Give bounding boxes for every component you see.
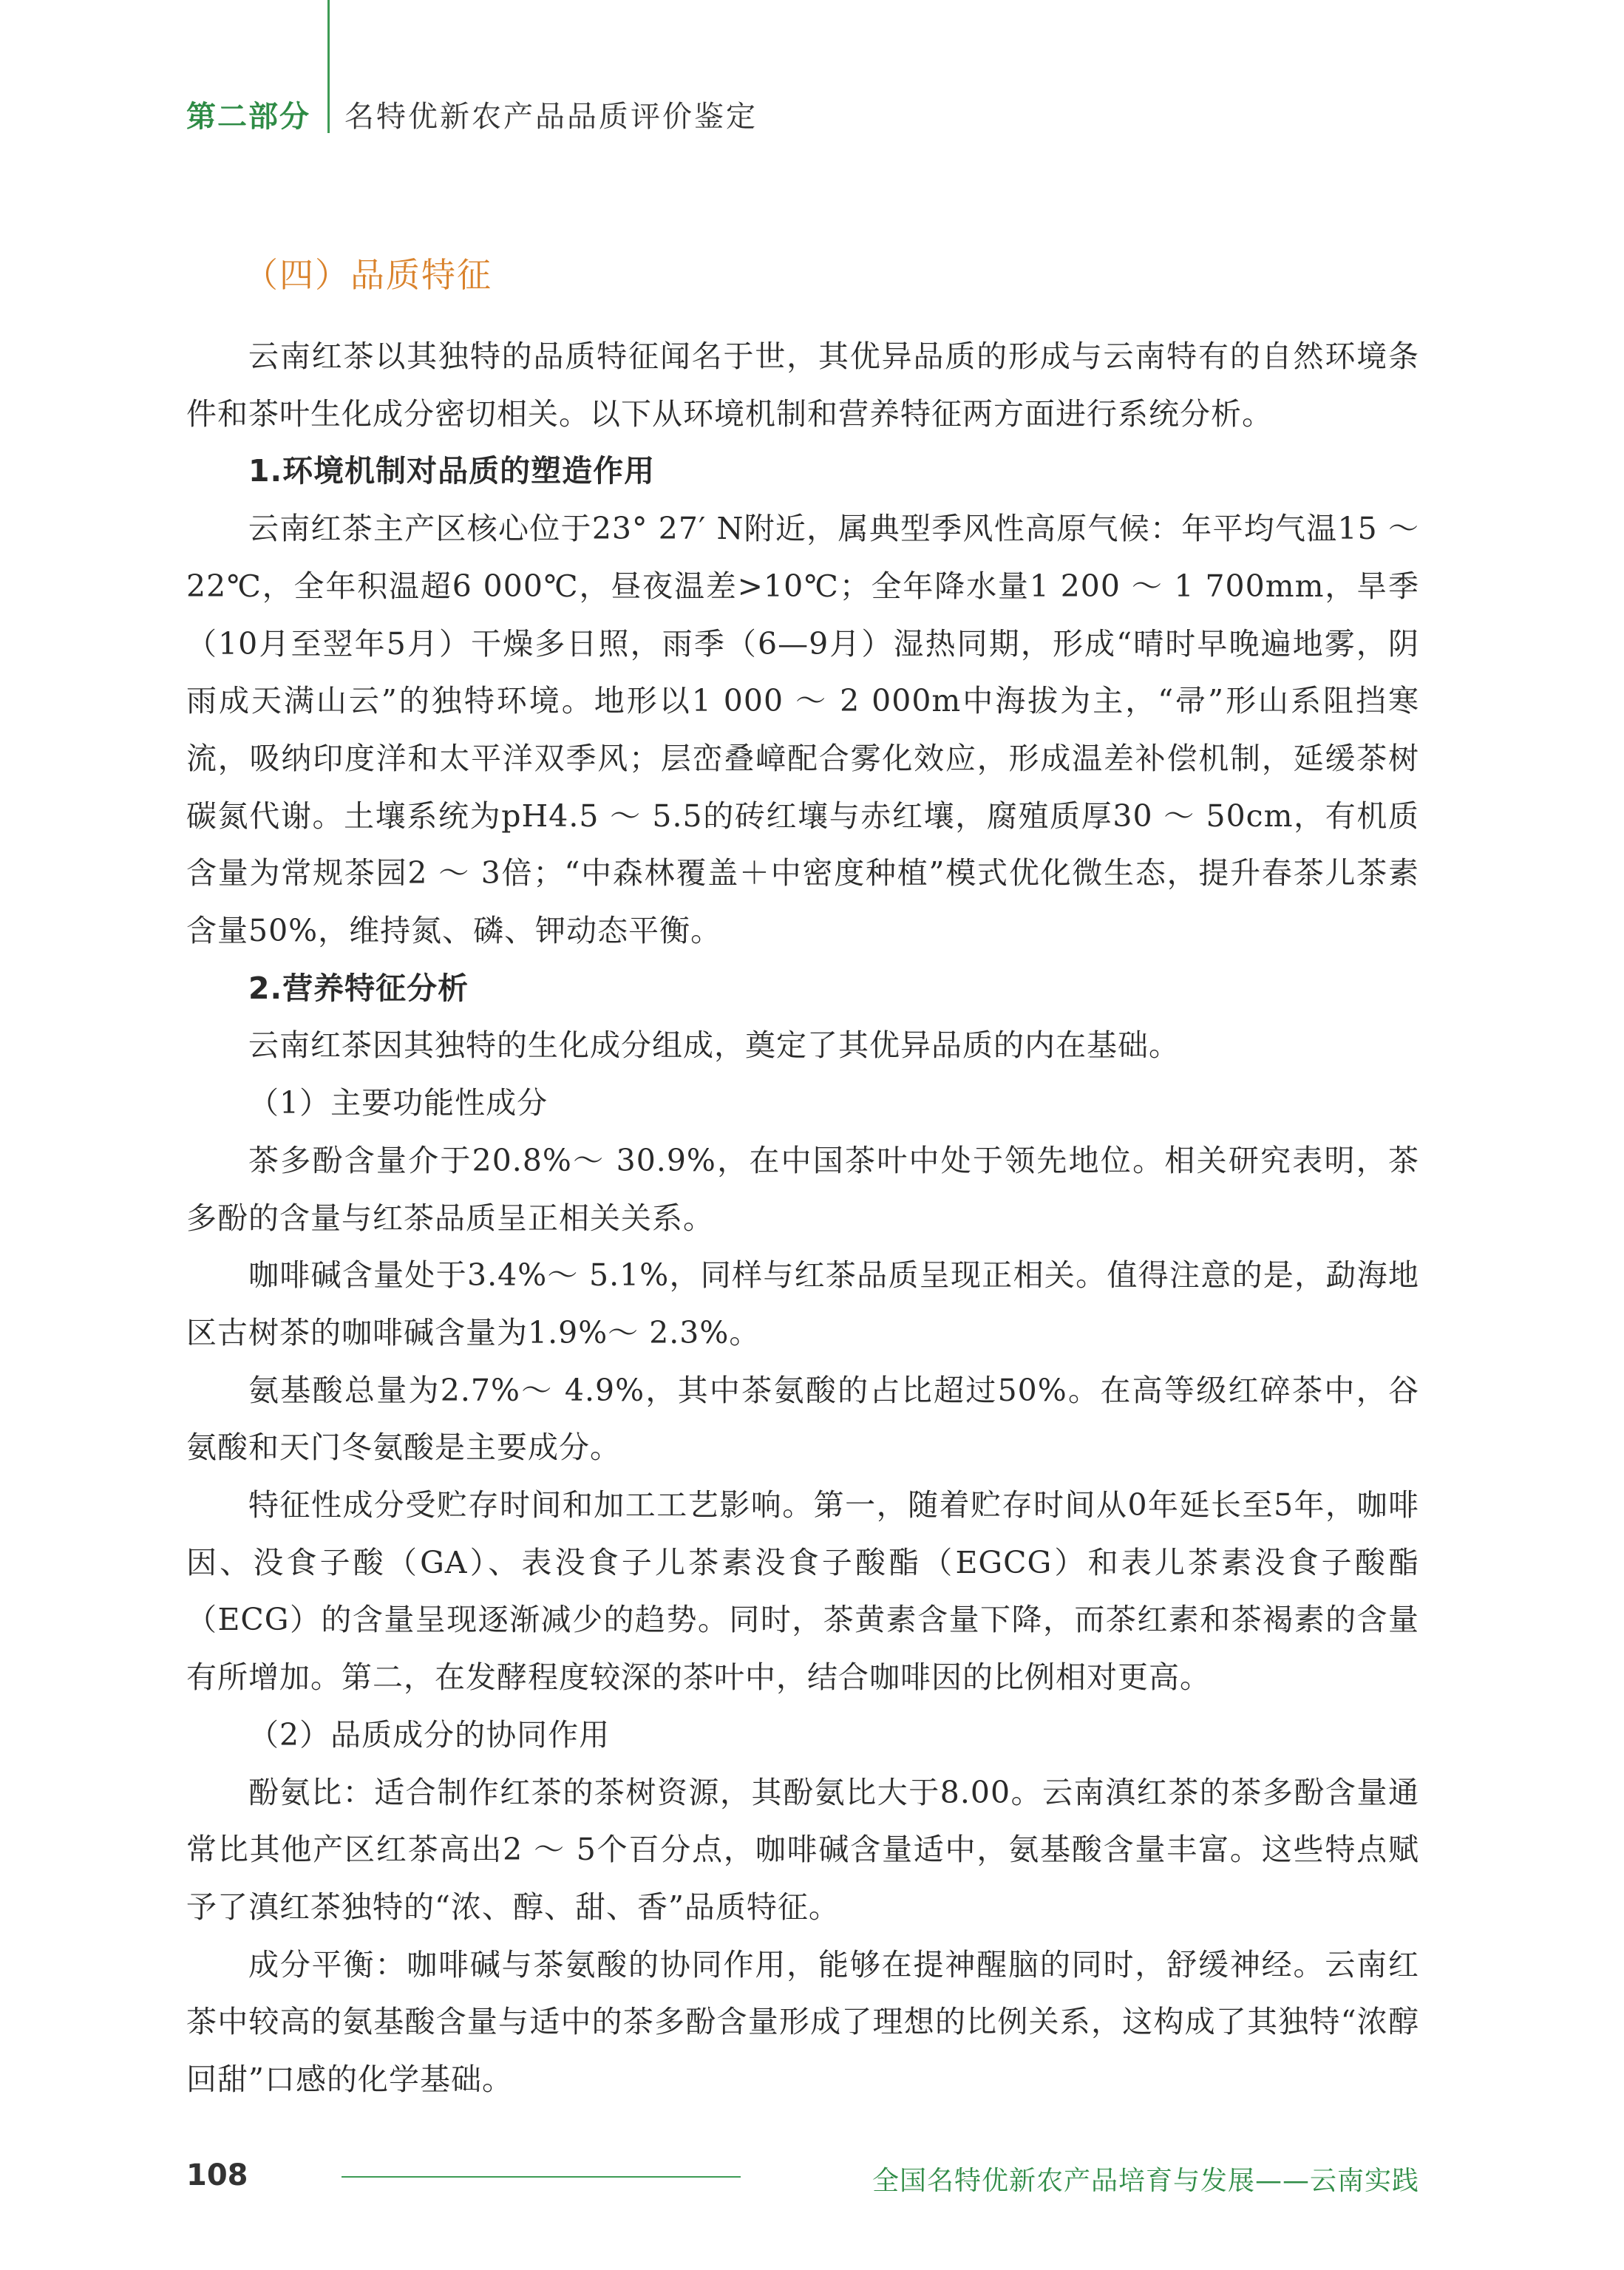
- header-divider: [327, 0, 330, 133]
- header-part-label: 第二部分: [186, 100, 310, 134]
- paragraph-environment: 云南红茶主产区核心位于23° 27′ N附近，属典型季风性高原气候：年平均气温15 ～ 22℃，全年积温超6 000℃，昼夜温差>10℃；全年降水量1 200 ～ 1 700mm，旱季（10月至翌年5月）干燥多日照，雨季（6—9月）湿热同期，形成“晴时早晚遍地雾，阴雨成天满山云”的独特环境。地形以1 000 ～ 2 000m中海拔为主，“帚”形山系阻挡寒流，吸纳印度洋和太平洋双季风；层峦叠嶂配合雾化效应，形成温差补偿机制，延缓茶树碳氮代谢。土壤系统为pH4.5 ～ 5.5的砖红壤与赤红壤，腐殖质厚30 ～ 50cm，有机质含量为常规茶园2 ～ 3倍；“中森林覆盖＋中密度种植”模式优化微生态，提升春茶儿茶素含量50%，维持氮、磷、钾动态平衡。: [186, 511, 1419, 949]
- paragraph-caffeine: 咖啡碱含量处于3.4%～ 5.1%，同样与红茶品质呈现正相关。值得注意的是，勐海地区古树茶的咖啡碱含量为1.9%～ 2.3%。: [186, 1257, 1419, 1350]
- header-title: 名特优新农产品品质评价鉴定: [344, 100, 758, 134]
- body-text: [186, 328, 1419, 2109]
- section-heading: （四）品质特征: [244, 255, 492, 295]
- footer-book-title: 全国名特优新农产品培育与发展——云南实践: [872, 2166, 1419, 2196]
- paragraph-component-balance: 成分平衡：咖啡碱与茶氨酸的协同作用，能够在提神醒脑的同时，舒缓神经。云南红茶中较高的氨基酸含量与适中的茶多酚含量形成了理想的比例关系，这构成了其独特“浓醇回甜”口感的化学基础。: [186, 1946, 1419, 2098]
- paragraph-nutrition-intro: 云南红茶因其独特的生化成分组成，奠定了其优异品质的内在基础。: [248, 1027, 1180, 1064]
- paragraph-polyphenols: 茶多酚含量介于20.8%～ 30.9%，在中国茶叶中处于领先地位。相关研究表明，茶多酚的含量与红茶品质呈正相关关系。: [186, 1142, 1419, 1236]
- paragraph-phenol-ammonia-ratio: 酚氨比：适合制作红茶的茶树资源，其酚氨比大于8.00。云南滇红茶的茶多酚含量通常比其他产区红茶高出2 ～ 5个百分点，咖啡碱含量适中，氨基酸含量丰富。这些特点赋予了滇红茶独特的“浓、醇、甜、香”品质特征。: [186, 1774, 1419, 1925]
- paragraph-amino-acids: 氨基酸总量为2.7%～ 4.9%，其中茶氨酸的占比超过50%。在高等级红碎茶中，谷氨酸和天门冬氨酸是主要成分。: [186, 1372, 1419, 1466]
- subheading-environment: 1.环境机制对品质的塑造作用: [248, 453, 656, 489]
- subheading-synergy: （2）品质成分的协同作用: [248, 1716, 611, 1753]
- footer-divider: [342, 2176, 741, 2178]
- subheading-nutrition: 2.营养特征分析: [248, 970, 469, 1006]
- paragraph-characteristic-components: 特征性成分受贮存时间和加工工艺影响。第一，随着贮存时间从0年延长至5年，咖啡因、没食子酸（GA）、表没食子儿茶素没食子酸酯（EGCG）和表儿茶素没食子酸酯（ECG）的含量呈现逐渐减少的趋势。同时，茶黄素含量下降，而茶红素和茶褐素的含量有所增加。第二，在发酵程度较深的茶叶中，结合咖啡因的比例相对更高。: [186, 1487, 1419, 1696]
- subheading-functional-components: （1）主要功能性成分: [248, 1085, 548, 1121]
- page-number: 108: [186, 2158, 248, 2192]
- paragraph-intro: 云南红茶以其独特的品质特征闻名于世，其优异品质的形成与云南特有的自然环境条件和茶叶生化成分密切相关。以下从环境机制和营养特征两方面进行系统分析。: [186, 339, 1419, 432]
